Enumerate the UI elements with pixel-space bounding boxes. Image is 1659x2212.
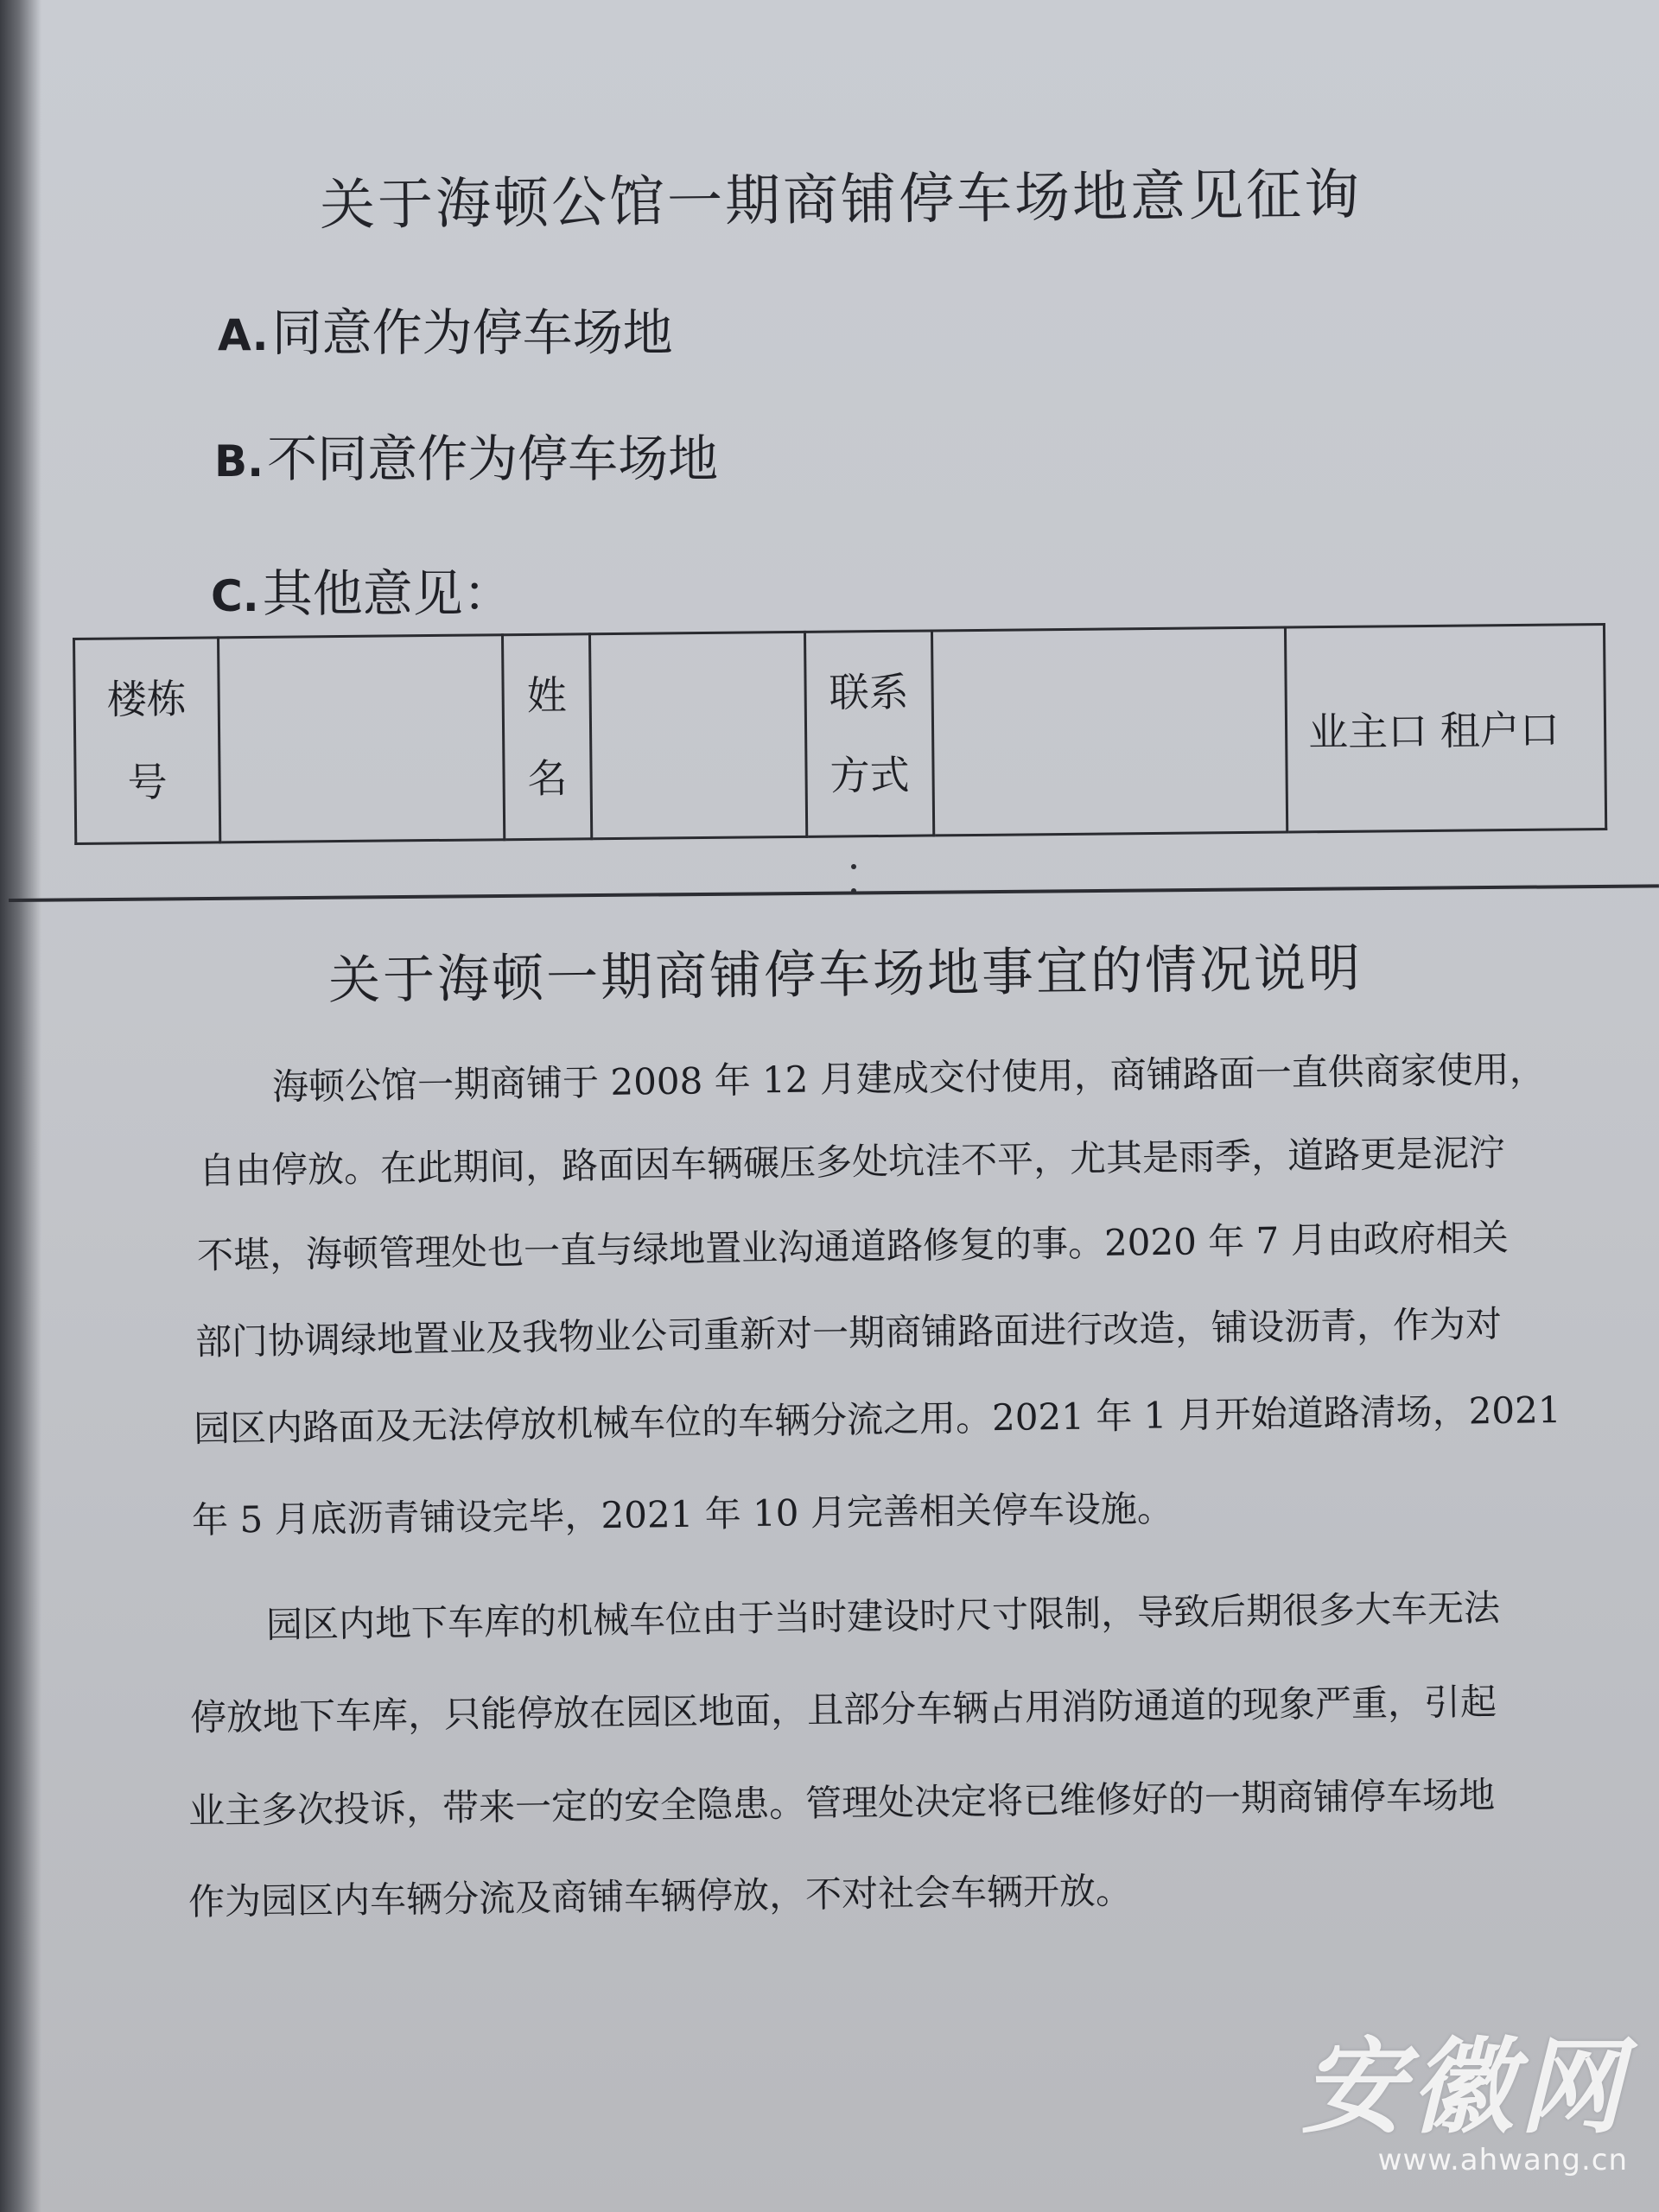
notice-line: 业主多次投诉，带来一定的安全隐患。管理处决定将已维修好的一期商铺停车场地 [188,1773,1496,1833]
name-label-cell [502,634,591,840]
option-c-text: 其他意见： [262,564,513,623]
notice-line: 不堪，海顿管理处也一直与绿地置业沟通道路修复的事。2020 年 7 月由政府相关 [196,1216,1509,1277]
option-b-letter: B. [214,436,264,486]
survey-title: 关于海顿公馆一期商铺停车场地意见征询 [319,162,1363,238]
building-label-line2: 号 [127,758,168,806]
option-a-letter: A. [218,310,269,360]
owner-tenant-cell[interactable]: 业主口 租户口 [1285,624,1605,832]
contact-value-cell[interactable] [931,627,1287,836]
name-label-line2: 名 [527,754,568,802]
name-label-line1: 姓 [526,671,567,719]
option-c-letter: C. [211,571,259,621]
notice-line: 海顿公馆一期商铺于 2008 年 12 月建成交付使用，商铺路面一直供商家使用， [271,1047,1547,1109]
contact-label-line2: 方式 [830,751,910,799]
watermark-url: www.ahwang.cn [1377,2143,1628,2177]
option-b-text: 不同意作为停车场地 [267,429,719,488]
name-value-cell[interactable] [589,632,806,838]
notice-line: 年 5 月底沥青铺设完毕，2021 年 10 月完善相关停车设施。 [191,1487,1174,1541]
option-a-text: 同意作为停车场地 [271,303,673,362]
tear-dots [851,864,856,912]
building-label-line1: 楼栋 [106,675,187,723]
notice-line: 自由停放。在此期间，路面因车辆碾压多处坑洼不平，尤其是雨季，道路更是泥泞 [198,1131,1506,1192]
section-divider [9,884,1659,902]
notice-line: 园区内地下车库的机械车位由于当时建设时尺寸限制，导致后期很多大车无法 [265,1586,1501,1646]
building-value-cell[interactable] [219,635,505,842]
option-c [211,553,513,626]
info-form-table [73,623,1607,845]
notice-title: 关于海顿一期商铺停车场地事宜的情况说明 [327,938,1363,1012]
notice-line: 停放地下车库，只能停放在园区地面，且部分车辆占用消防通道的现象严重，引起 [189,1680,1497,1739]
contact-label-line1: 联系 [829,668,909,716]
watermark [1301,2026,1628,2177]
contact-label-cell [804,631,933,836]
notice-line: 部门协调绿地置业及我物业公司重新对一期商铺路面进行改造，铺设沥青，作为对 [194,1302,1503,1363]
watermark-logo: 安徽网 [1301,2026,1628,2148]
building-label-cell [74,638,220,844]
option-b [214,418,718,491]
option-a [218,292,673,365]
notice-line: 作为园区内车辆分流及商铺车辆停放，不对社会车辆开放。 [188,1869,1133,1923]
notice-line: 园区内路面及无法停放机械车位的车辆分流之用。2021 年 1 月开始道路清场，2021 [193,1388,1561,1451]
